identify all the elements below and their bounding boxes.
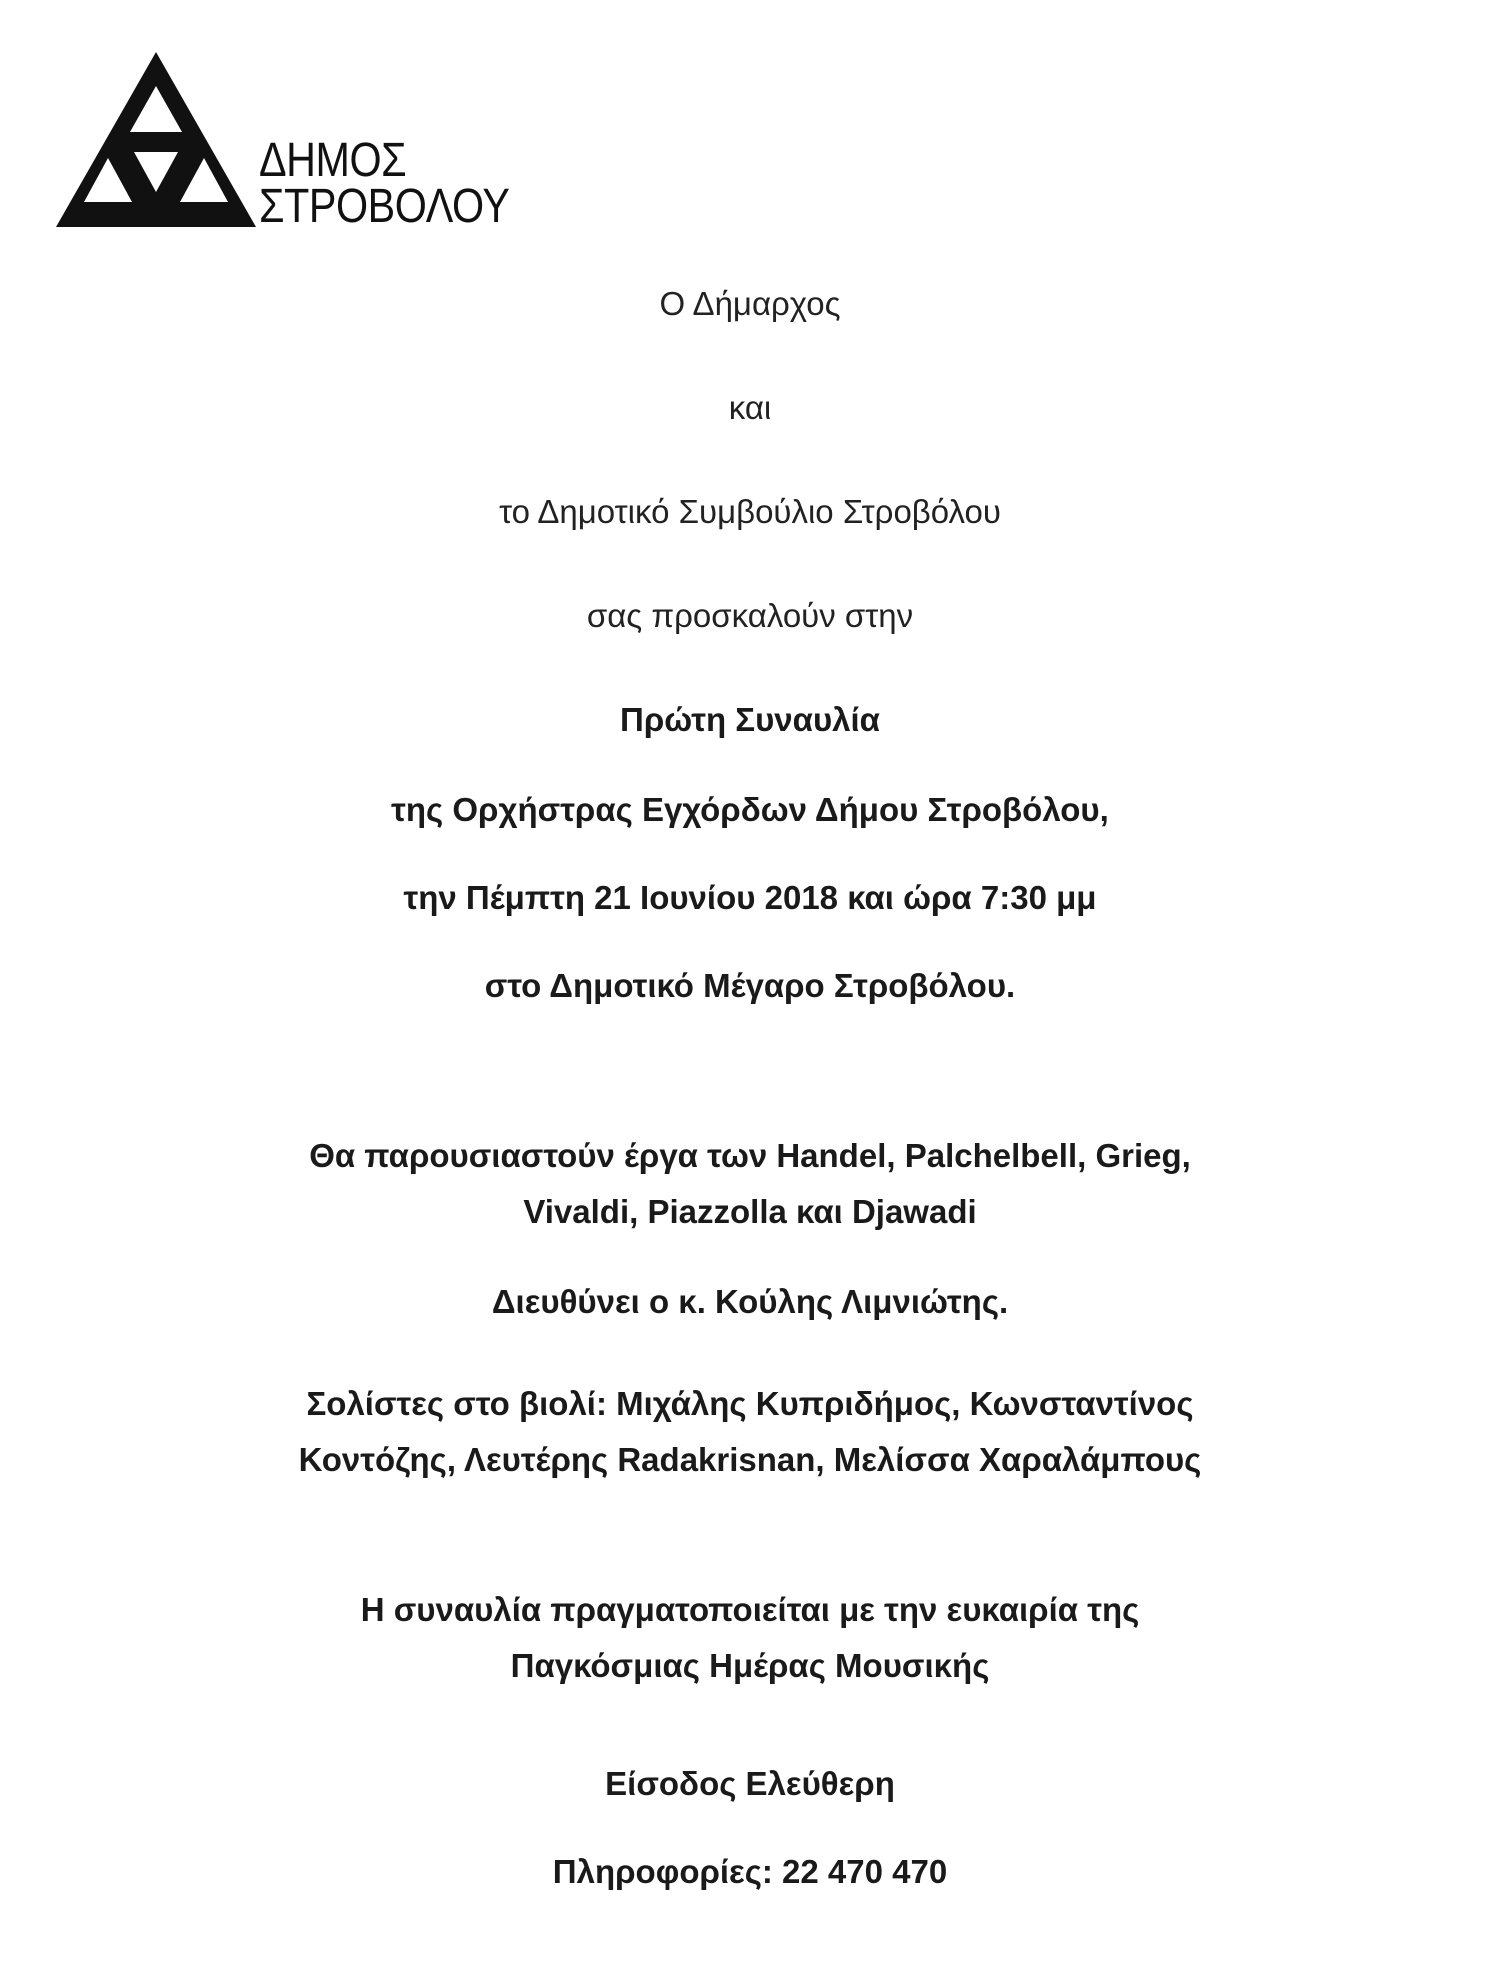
and-line: και xyxy=(728,389,772,426)
venue-line: στο Δημοτικό Μέγαρο Στροβόλου. xyxy=(484,967,1016,1004)
council-line: το Δημοτικό Συμβούλιο Στροβόλου xyxy=(499,493,1001,530)
info-line: Πληροφορίες: 22 470 470 xyxy=(552,1853,948,1890)
logo-wordmark xyxy=(259,134,510,233)
occasion-line-1: Η συναυλία πραγματοποιείται με την ευκαιρία της xyxy=(360,1591,1140,1628)
invite-line: σας προσκαλούν στην xyxy=(586,597,914,634)
entry-line: Είσοδος Ελεύθερη xyxy=(605,1765,895,1802)
triangle-logo-icon xyxy=(56,52,256,227)
logo-line-2: ΣΤΡΟΒΟΛΟΥ xyxy=(259,180,510,233)
works-line-1: Θα παρουσιαστούν έργα των Handel, Palchelbell, Grieg, xyxy=(309,1137,1191,1174)
soloists-line-2: Κοντόζης, Λευτέρης Radakrisnan, Μελίσσα Χαραλάμπους xyxy=(298,1441,1202,1478)
occasion-line-2: Παγκόσμιας Ημέρας Μουσικής xyxy=(510,1647,990,1684)
event-title: Πρώτη Συναυλία xyxy=(620,701,880,738)
municipality-logo xyxy=(56,52,546,233)
logo-line-1: ΔΗΜΟΣ xyxy=(259,134,407,187)
datetime-line: την Πέμπτη 21 Ιουνίου 2018 και ώρα 7:30 μμ xyxy=(403,879,1097,916)
mayor-line: Ο Δήμαρχος xyxy=(659,285,841,322)
orchestra-line: της Ορχήστρας Εγχόρδων Δήμου Στροβόλου, xyxy=(391,791,1109,828)
soloists-line-1: Σολίστες στο βιολί: Μιχάλης Κυπριδήμος, Κωνσταντίνος xyxy=(306,1385,1194,1422)
conductor-line: Διευθύνει ο κ. Κούλης Λιμνιώτης. xyxy=(491,1283,1009,1320)
works-line-2: Vivaldi, Piazzolla και Djawadi xyxy=(523,1193,977,1230)
